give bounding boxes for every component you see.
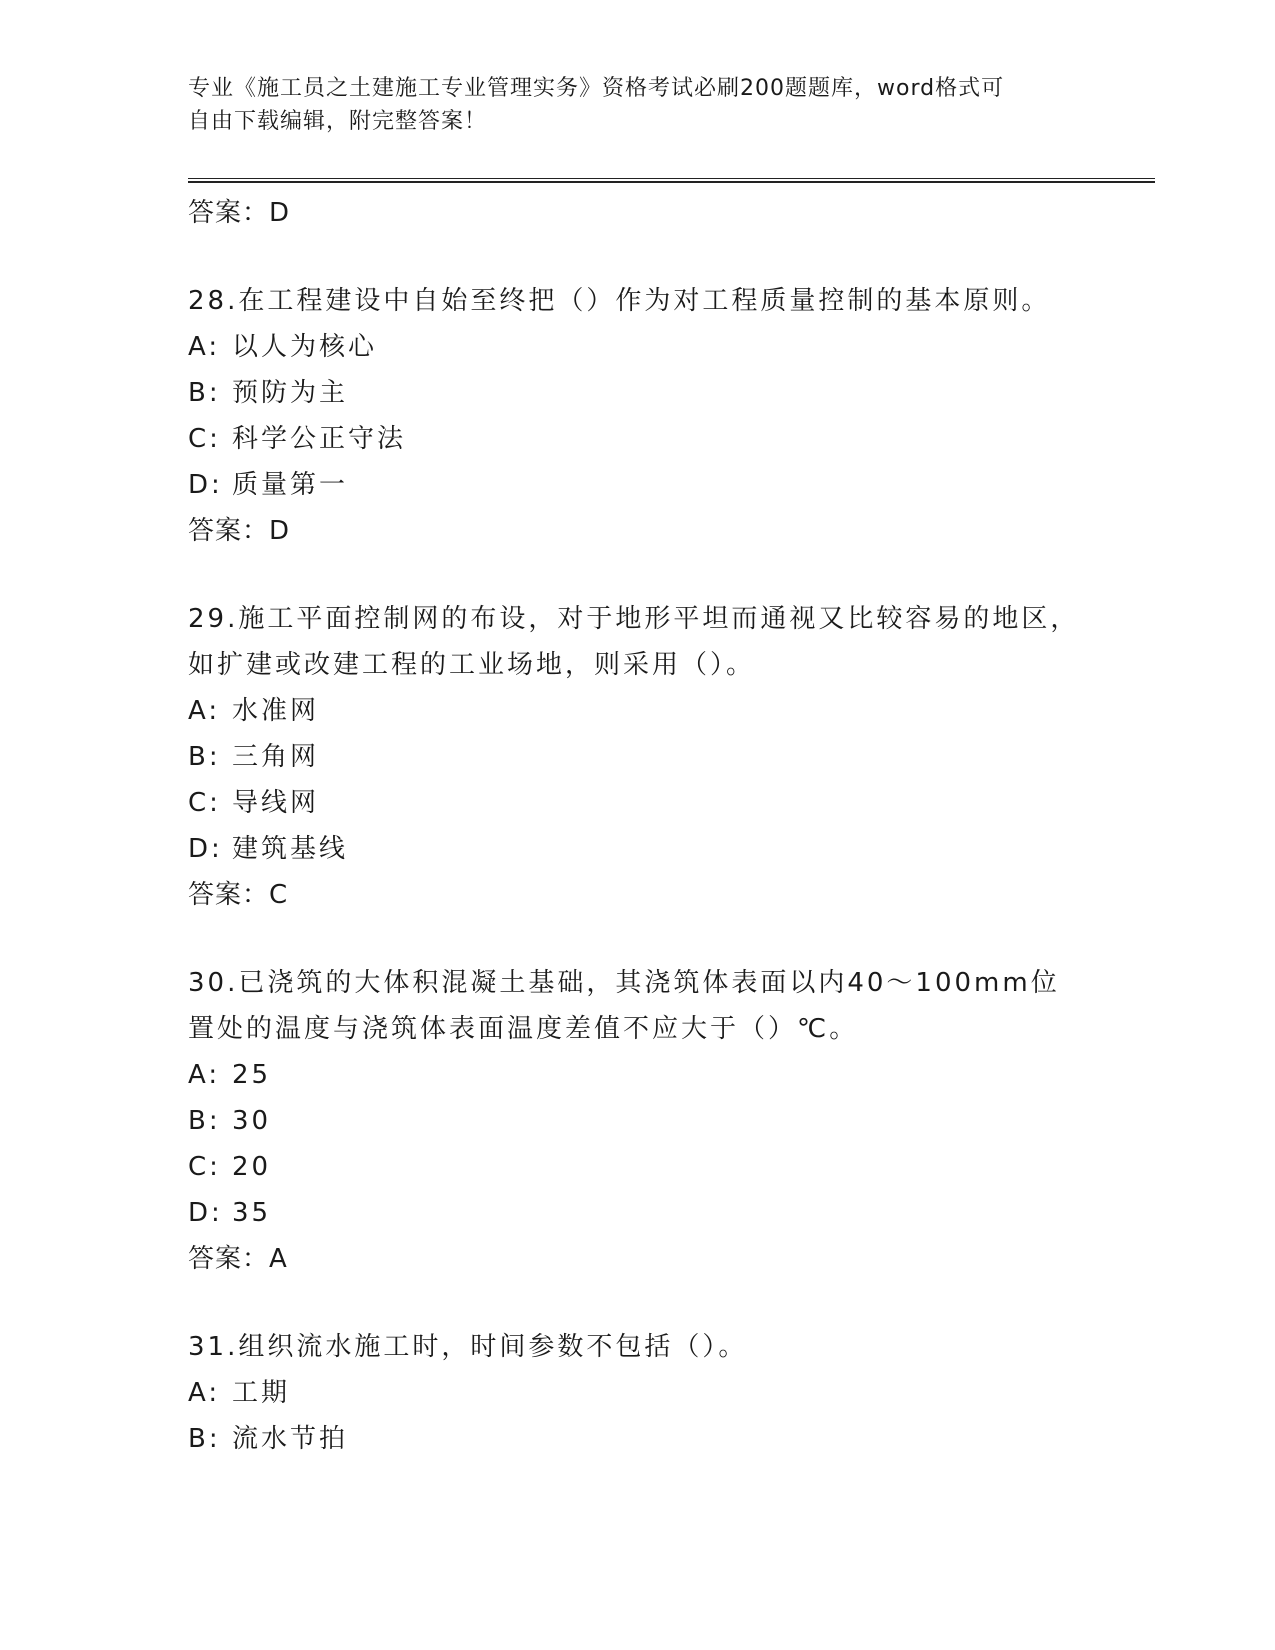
question-text: 31.组织流水施工时，时间参数不包括（）。 [188, 1332, 748, 1362]
option-c [188, 416, 1088, 462]
option-d [188, 1190, 1088, 1236]
option-value: 30 [232, 1106, 272, 1136]
question-text: 30.已浇筑的大体积混凝土基础，其浇筑体表面以内40～100mm位置处的温度与浇筑体表面温度差值不应大于（）℃。 [188, 968, 1060, 1044]
option-d [188, 826, 1088, 872]
answer-line: 答案：D [188, 198, 291, 228]
question-block [188, 278, 1088, 554]
option-key: B: [188, 1106, 221, 1136]
option-d [188, 462, 1088, 508]
header-text-line-1: 专业《施工员之土建施工专业管理实务》资格考试必刷200题题库，word格式可 [188, 76, 1005, 101]
option-b [188, 370, 1088, 416]
option-b [188, 734, 1088, 780]
option-key: A: [188, 1378, 221, 1408]
option-c [188, 1144, 1088, 1190]
option-value: 导线网 [232, 788, 320, 818]
option-a [188, 688, 1088, 734]
option-value: 以人为核心 [232, 332, 378, 362]
option-a [188, 324, 1088, 370]
option-key: C: [188, 1152, 221, 1182]
answer-line: 答案：C [188, 880, 289, 910]
answer-line: 答案：A [188, 1244, 288, 1274]
question-block [188, 596, 1088, 918]
option-value: 三角网 [232, 742, 320, 772]
header-divider [188, 178, 1155, 183]
option-key: A: [188, 696, 221, 726]
option-key: C: [188, 788, 221, 818]
option-b [188, 1416, 1088, 1462]
option-c [188, 780, 1088, 826]
option-value: 建筑基线 [232, 834, 349, 864]
option-a [188, 1370, 1088, 1416]
question-text: 28.在工程建设中自始至终把（）作为对工程质量控制的基本原则。 [188, 286, 1051, 316]
option-key: A: [188, 332, 221, 362]
option-key: B: [188, 742, 221, 772]
question-block [188, 1324, 1088, 1462]
answer-line: 答案：D [188, 516, 291, 546]
option-value: 35 [232, 1198, 272, 1228]
option-value: 科学公正守法 [232, 424, 407, 454]
option-value: 20 [232, 1152, 272, 1182]
option-key: B: [188, 1424, 221, 1454]
option-value: 水准网 [232, 696, 320, 726]
option-key: A: [188, 1060, 221, 1090]
option-value: 工期 [232, 1378, 291, 1408]
option-key: B: [188, 378, 221, 408]
option-key: D: [188, 1198, 223, 1228]
question-text: 29.施工平面控制网的布设，对于地形平坦而通视又比较容易的地区，如扩建或改建工程的工业场地，则采用（）。 [188, 604, 1080, 680]
question-list [188, 190, 1088, 1462]
option-key: D: [188, 834, 223, 864]
option-value: 25 [232, 1060, 272, 1090]
option-key: D: [188, 470, 223, 500]
option-key: C: [188, 424, 221, 454]
question-block [188, 960, 1088, 1282]
option-value: 质量第一 [232, 470, 349, 500]
option-value: 流水节拍 [232, 1424, 349, 1454]
option-value: 预防为主 [232, 378, 349, 408]
page-header [188, 72, 1088, 138]
header-text-line-2: 自由下载编辑，附完整答案！ [188, 109, 488, 134]
option-b [188, 1098, 1088, 1144]
option-a [188, 1052, 1088, 1098]
